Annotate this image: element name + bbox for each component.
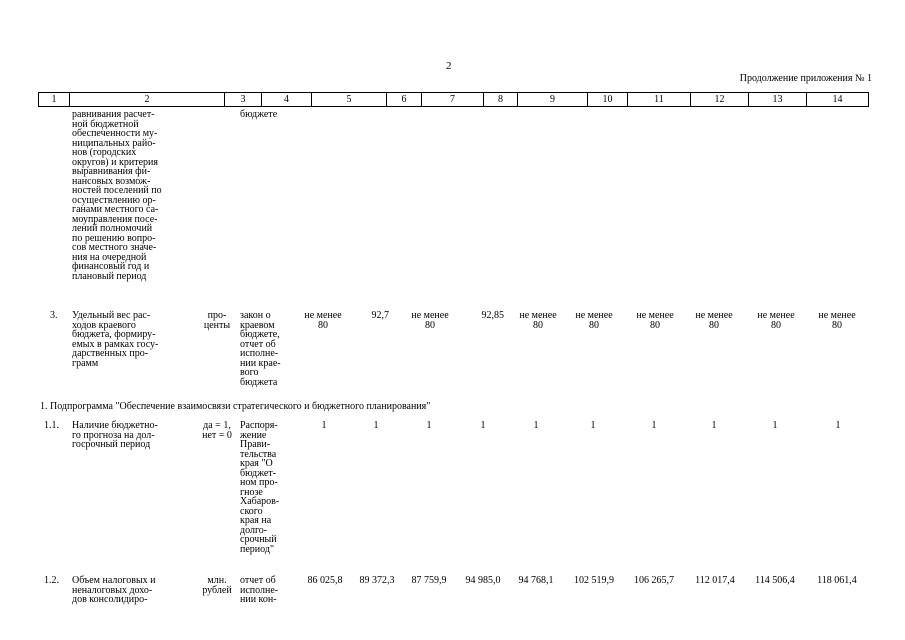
- row11-value-5: 1: [321, 420, 327, 431]
- row12-unit: млн. рублей: [202, 575, 232, 596]
- row12-value-10: 102 519,9: [574, 575, 614, 586]
- row11-source: Распоря- жение Прави- тельства края "О бюджет- ном про- гнозе Хабаров- ского края на долго- срочный период": [240, 420, 280, 555]
- header-col-13: 13: [748, 93, 806, 106]
- row3-unit: про- центы: [203, 310, 231, 331]
- carryover-source: бюджете: [240, 109, 278, 120]
- carryover-indicator-name: равнивания расчет- ной бюджетной обеспеченности му- ниципальных райо- нов (городских округов) и критерия выравнивания фи- нансовых возмож- ностей поселений по осуществлению ор- ганами местного са- моуправления посе- лений полномочий по решению вопро- сов местного значе- ния на очередной финансовый год и плановый период: [72, 109, 162, 282]
- row11-number: 1.1.: [44, 420, 59, 431]
- row3-value-12: не менее 80: [695, 310, 733, 331]
- header-col-7: 7: [421, 93, 483, 106]
- continuation-note: Продолжение приложения № 1: [739, 73, 872, 84]
- header-col-1: 1: [51, 94, 57, 105]
- row11-indicator-name: Наличие бюджетно- го прогноза на дол- госрочный период: [72, 420, 158, 450]
- row12-value-5: 86 025,8: [307, 575, 343, 586]
- header-col-12: 12: [690, 93, 748, 106]
- table-header-row: [38, 92, 869, 107]
- row11-value-6: 1: [373, 420, 379, 431]
- row12-value-13: 114 506,4: [755, 575, 795, 586]
- header-col-11: 11: [627, 93, 690, 106]
- row11-value-11: 1: [651, 420, 657, 431]
- row3-value-9: не менее 80: [519, 310, 557, 331]
- row11-value-10: 1: [590, 420, 596, 431]
- page-number: 2: [446, 60, 452, 72]
- row11-value-12: 1: [711, 420, 717, 431]
- row11-value-14: 1: [835, 420, 841, 431]
- row3-value-10: не менее 80: [575, 310, 613, 331]
- row3-value-11: не менее 80: [636, 310, 674, 331]
- row11-value-9: 1: [533, 420, 539, 431]
- row3-value-13: не менее 80: [757, 310, 795, 331]
- row12-value-9: 94 768,1: [518, 575, 554, 586]
- header-col-5: 5: [311, 93, 386, 106]
- row12-value-7: 87 759,9: [411, 575, 447, 586]
- row3-value-5: не менее 80: [304, 310, 342, 331]
- header-col-8: 8: [483, 93, 517, 106]
- row3-source: закон о краевом бюджете, отчет об исполне- нии крае- вого бюджета: [240, 310, 281, 388]
- row3-indicator-name: Удельный вес рас- ходов краевого бюджета, формиру- емых в рамках госу- дарственных про- грамм: [72, 310, 159, 369]
- row12-value-14: 118 061,4: [817, 575, 857, 586]
- header-col-3: 3: [224, 93, 261, 106]
- row11-value-13: 1: [772, 420, 778, 431]
- row12-value-6: 89 372,3: [359, 575, 395, 586]
- header-col-6: 6: [386, 93, 421, 106]
- row11-unit: да = 1, нет = 0: [202, 420, 232, 441]
- row3-number: 3.: [50, 310, 58, 321]
- row3-value-6: 92,7: [371, 310, 389, 321]
- subprogram-title: 1. Подпрограмма "Обеспечение взаимосвязи стратегического и бюджетного планирования": [40, 401, 431, 412]
- row3-value-14: не менее 80: [818, 310, 856, 331]
- header-col-2: 2: [69, 93, 224, 106]
- row11-value-8: 1: [480, 420, 486, 431]
- header-col-9: 9: [517, 93, 587, 106]
- row12-source: отчет об исполне- нии кон-: [240, 575, 279, 605]
- row12-number: 1.2.: [44, 575, 59, 586]
- row12-indicator-name: Объем налоговых и неналоговых дохо- дов консолидиро-: [72, 575, 156, 605]
- row12-value-8: 94 985,0: [465, 575, 501, 586]
- row12-value-12: 112 017,4: [695, 575, 735, 586]
- row3-value-8: 92,85: [481, 310, 504, 321]
- row12-value-11: 106 265,7: [634, 575, 674, 586]
- header-col-10: 10: [587, 93, 627, 106]
- row3-value-7: не менее 80: [411, 310, 449, 331]
- header-col-14: 14: [806, 93, 868, 106]
- row11-value-7: 1: [426, 420, 432, 431]
- header-col-4: 4: [261, 93, 311, 106]
